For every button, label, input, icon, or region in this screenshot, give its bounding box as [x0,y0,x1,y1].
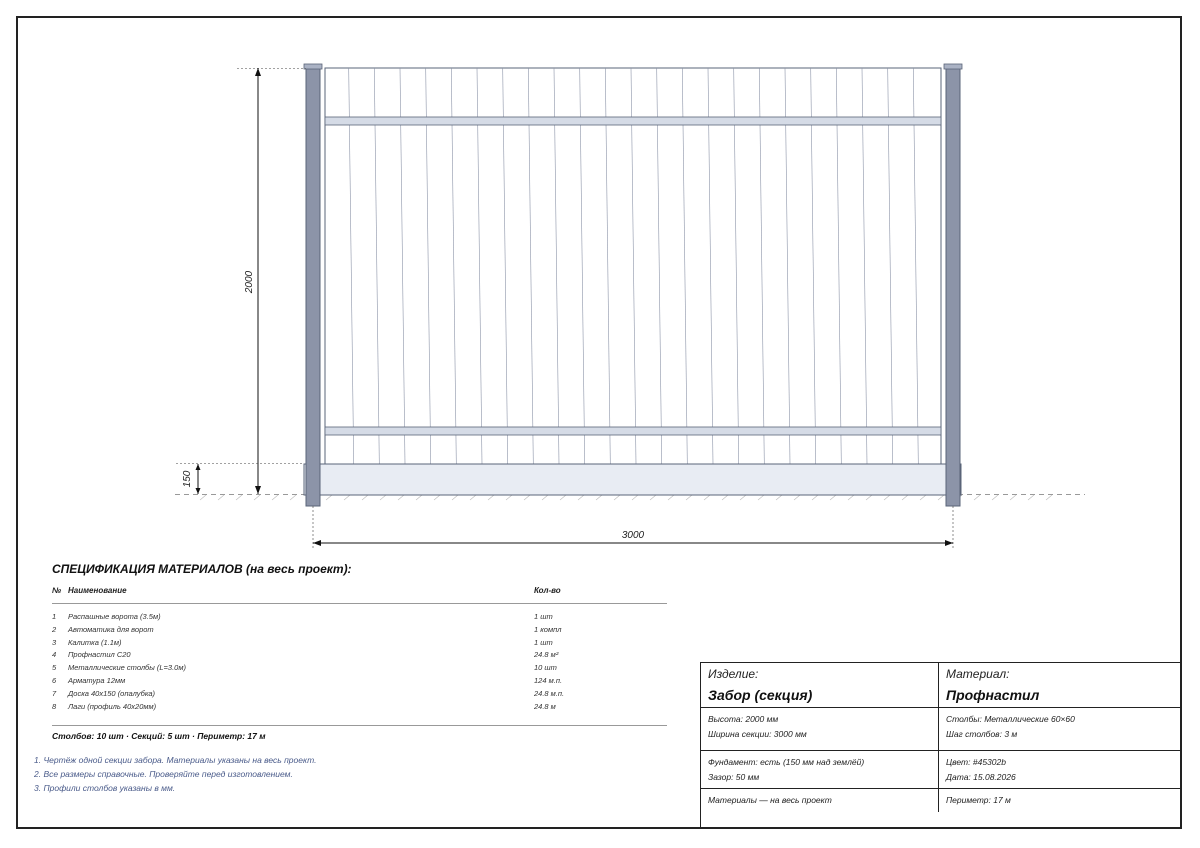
spec-row [52,649,667,662]
hatch-mark [434,495,440,500]
hatch-mark [740,495,746,500]
materials-note-text: Материалы — на весь проект [708,795,832,805]
left-post [306,67,320,506]
spec-row-name: Распашные ворота (3.5м) [68,612,161,621]
spec-row [52,611,667,624]
spec-row-name: Лаги (профиль 40х20мм) [68,701,157,711]
hatch-mark [776,495,782,500]
note-item: 3. Профили столбов указаны в мм. [34,783,176,793]
note-item: 1. Чертёж одной секции забора. Материалы указаны на весь проект. [34,755,317,765]
spec-header-qty: Кол-во [534,586,561,595]
materials-note-cell [701,789,939,812]
plinth-dim-label: 150 [182,470,193,488]
spec-summary: Столбов: 10 шт · Секций: 5 шт · Периметр: 17 м [52,731,266,742]
ground-hatch [200,495,1052,500]
hatch-mark [488,495,494,500]
hatch-mark [398,495,404,500]
hatch-mark [236,495,242,500]
spec-row-qty: 124 м.п. [534,675,563,685]
material-label: Материал: [946,667,1010,681]
hatch-mark [1028,495,1034,500]
plinth-dimension [176,464,304,495]
hatch-mark [326,495,332,500]
hatch-mark [632,495,638,500]
color-date-cell [939,751,1180,788]
hatch-mark [992,495,998,500]
spec-title: СПЕЦИФИКАЦИЯ МАТЕРИАЛОВ (на весь проект): [52,562,352,576]
fence-panel [325,68,941,464]
hatch-mark [686,495,692,500]
spec-row-qty: 1 шт [534,612,553,621]
hatch-mark [200,495,206,500]
gap-text: Зазор: 50 мм [708,772,760,782]
top-rail [325,117,941,125]
color-text: Цвет: #45302b [946,757,1006,767]
hatch-mark [758,495,764,500]
spec-rows [52,604,667,713]
hatch-mark [1010,495,1016,500]
spec-row-name: Арматура 12мм [68,675,126,685]
hatch-mark [866,495,872,500]
spec-row-name: Металлические столбы (L=3.0м) [68,663,186,673]
left-post-cap [304,64,322,69]
product-cell [701,663,939,707]
hatch-mark [596,495,602,500]
bottom-rail [325,427,941,435]
hatch-mark [380,495,386,500]
spec-row-qty: 1 шт [534,637,553,647]
drawing-notes [34,753,316,795]
spec-row-num: 2 [52,624,57,634]
spec-row-name: Профнастил С20 [68,650,131,660]
posts-cell [939,708,1180,750]
spec-row [52,675,667,688]
perimeter-cell [939,789,1180,812]
height-dimension [237,68,306,494]
title-block-row [701,708,1180,751]
hatch-mark [974,495,980,500]
spec-row-name: Калитка (1.1м) [68,637,122,647]
hatch-mark [848,495,854,500]
hatch-mark [560,495,566,500]
spec-row [52,637,667,650]
hatch-mark [920,495,926,500]
spec-row [52,701,667,714]
spec-row-num: 8 [52,701,57,711]
hatch-mark [542,495,548,500]
hatch-mark [938,495,944,500]
dimensions-cell [701,708,939,750]
hatch-mark [416,495,422,500]
spec-row-qty: 1 компл [534,624,562,634]
spec-row-num: 6 [52,675,57,685]
hatch-mark [902,495,908,500]
hatch-mark [614,495,620,500]
spec-row [52,688,667,701]
spec-row-qty: 24.8 м² [534,650,559,660]
hatch-mark [794,495,800,500]
note-item: 2. Все размеры справочные. Проверяйте перед изготовлением. [34,769,293,779]
posts-text: Столбы: Металлические 60×60 [946,714,1075,724]
right-post [946,67,960,506]
title-block-row [701,751,1180,789]
spec-row-qty: 24.8 м [534,701,556,711]
hatch-mark [722,495,728,500]
title-block-row [701,663,1180,708]
date-text: Дата: 15.08.2026 [946,772,1016,782]
foundation-cell [701,751,939,788]
width-dim-label: 3000 [621,530,645,541]
section-width-text: Ширина секции: 3000 мм [708,729,807,739]
product-value: Забор (секция) [708,687,813,703]
title-block-row [701,789,1180,812]
hatch-mark [452,495,458,500]
hatch-mark [1046,495,1052,500]
foundation-plinth [304,464,961,495]
spec-row-num: 4 [52,650,57,660]
hatch-mark [704,495,710,500]
hatch-mark [884,495,890,500]
hatch-mark [344,495,350,500]
width-dimension [313,506,953,550]
hatch-mark [254,495,260,500]
hatch-mark [524,495,530,500]
spec-row-num: 1 [52,612,57,621]
spec-row [52,624,667,637]
hatch-mark [506,495,512,500]
product-label: Изделие: [708,667,759,681]
perimeter-text: Периметр: 17 м [946,795,1011,805]
title-block [700,662,1181,828]
height-dim-label: 2000 [244,270,255,294]
height-text: Высота: 2000 мм [708,714,779,724]
spec-row-num: 5 [52,663,57,673]
hatch-mark [290,495,296,500]
hatch-mark [362,495,368,500]
materials-spec [52,562,667,741]
spec-row-qty: 10 шт [534,663,557,673]
hatch-mark [650,495,656,500]
spec-row [52,662,667,675]
hatch-mark [578,495,584,500]
spec-divider [52,725,667,726]
spec-header-num: № [52,586,62,595]
spec-header-row [52,586,667,604]
right-post-cap [944,64,962,69]
material-value: Профнастил [946,687,1040,703]
hatch-mark [272,495,278,500]
material-cell [939,663,1180,707]
spec-row-name: Доска 40х150 (опалубка) [68,688,156,698]
post-step-text: Шаг столбов: 3 м [946,729,1018,739]
hatch-mark [218,495,224,500]
hatch-mark [812,495,818,500]
hatch-mark [668,495,674,500]
spec-row-num: 7 [52,688,57,698]
spec-row-num: 3 [52,637,57,647]
spec-header-name: Наименование [68,586,127,595]
hatch-mark [470,495,476,500]
foundation-text: Фундамент: есть (150 мм над землёй) [708,757,865,767]
spec-row-qty: 24.8 м.п. [534,688,565,698]
spec-row-name: Автоматика для ворот [68,624,154,634]
hatch-mark [830,495,836,500]
